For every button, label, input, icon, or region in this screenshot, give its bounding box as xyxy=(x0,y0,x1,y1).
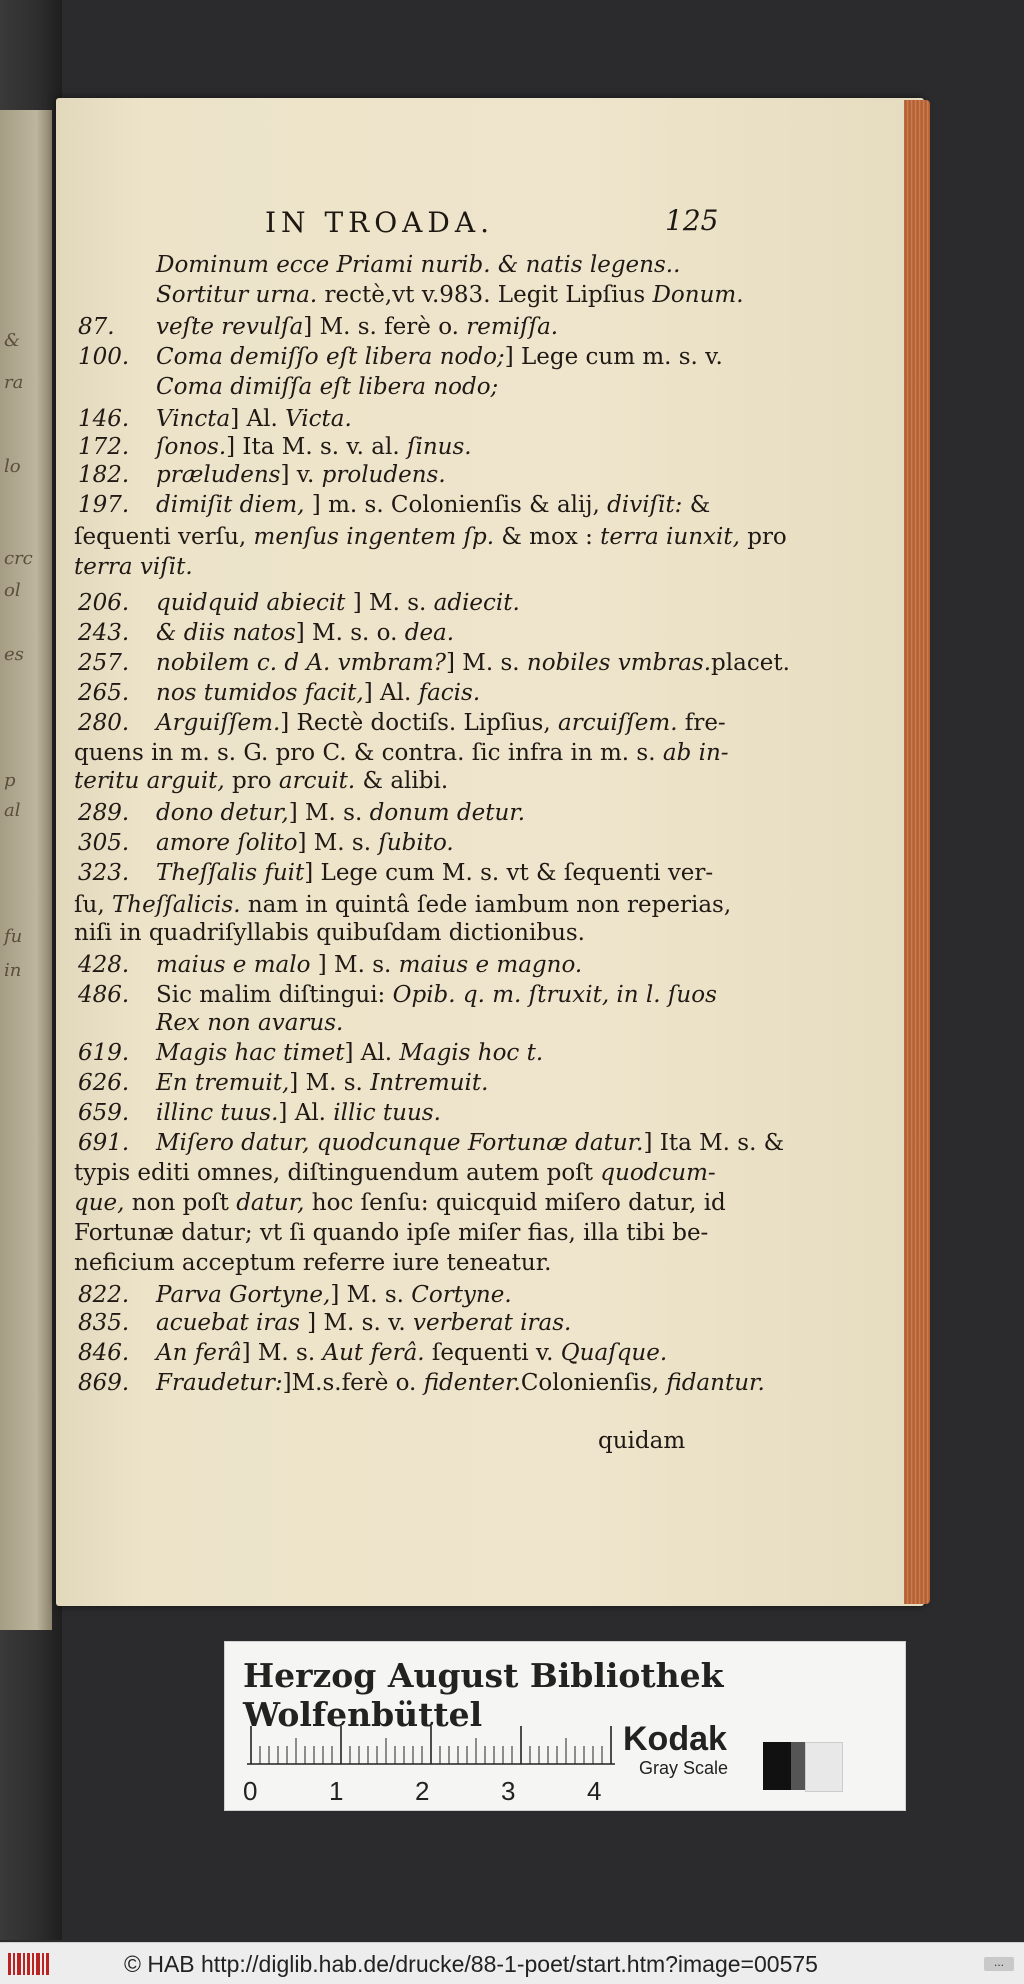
roman-text: nam in quintâ ſede iambum non reperias, xyxy=(240,892,732,918)
roman-text: ſequenti verſu, xyxy=(74,524,254,550)
italic-text: terra iunxit, xyxy=(600,524,740,550)
facing-page-fragment: al xyxy=(4,800,21,821)
facing-page-fragment: lo xyxy=(4,456,21,477)
italic-text: quodcum- xyxy=(600,1160,716,1186)
verse-number: 87. xyxy=(78,314,115,340)
verse-number: 265. xyxy=(78,680,130,706)
roman-text: ] M. s. xyxy=(241,1340,323,1366)
italic-text: præludens xyxy=(156,462,281,488)
italic-text: & diis natos xyxy=(156,620,296,646)
text-line xyxy=(74,552,193,582)
italic-text: proludens. xyxy=(321,462,446,488)
italic-text: Arguiſſem. xyxy=(156,710,281,736)
text-line xyxy=(74,1188,726,1218)
more-options-icon[interactable]: ... xyxy=(984,1957,1014,1971)
italic-text: maius e malo xyxy=(156,952,311,978)
italic-text: Rex non avarus. xyxy=(156,1010,344,1036)
verse-number: 280. xyxy=(78,710,130,736)
roman-text: non poſt xyxy=(124,1190,237,1216)
italic-text: Parva Gortyne, xyxy=(156,1282,331,1308)
roman-text: ] Ita M. s. & xyxy=(643,1130,785,1156)
roman-text: & xyxy=(682,492,711,518)
text-line xyxy=(78,490,710,520)
roman-text: quens in m. s. G. pro C. & contra. ſic infra in m. s. xyxy=(74,740,663,766)
text-line xyxy=(156,280,744,310)
italic-text: Donum. xyxy=(652,282,744,308)
italic-text: arcuiſſem. xyxy=(557,710,678,736)
verse-number: 835. xyxy=(78,1310,130,1336)
ruler-label: 4 xyxy=(587,1776,602,1806)
italic-text: amore ſolito xyxy=(156,830,298,856)
text-line xyxy=(78,648,790,678)
text-line xyxy=(78,404,352,434)
roman-text: Fortunæ datur; vt ſi quando ipſe miſer fias, illa tibi be- xyxy=(74,1220,709,1246)
roman-text: ] M. s. xyxy=(289,1070,371,1096)
footer-bar xyxy=(0,1942,1024,1984)
italic-text: datur, xyxy=(236,1190,305,1216)
facing-page-fragment: fu xyxy=(4,926,23,947)
italic-text: maius e magno. xyxy=(398,952,583,978)
italic-text: Theſſalicis. xyxy=(111,892,241,918)
italic-text: Theſſalis fuit xyxy=(156,860,305,886)
text-line xyxy=(74,1158,716,1188)
italic-text: donum detur. xyxy=(369,800,526,826)
verse-number: 822. xyxy=(78,1282,130,1308)
italic-text: Miſero datur, quodcunque Fortunæ datur. xyxy=(156,1130,644,1156)
footer-url[interactable]: © HAB http://diglib.hab.de/drucke/88-1-poet/start.htm?image=00575 xyxy=(124,1951,818,1977)
italic-text: ab in- xyxy=(662,740,729,766)
roman-text: ]M.s.ferè o. xyxy=(282,1370,424,1396)
italic-text: nos tumidos facit, xyxy=(156,680,364,706)
roman-text: pro xyxy=(739,524,787,550)
verse-number: 146. xyxy=(78,406,130,432)
card-title: Herzog August Bibliothek Wolfenbüttel xyxy=(243,1656,724,1734)
verse-number: 486. xyxy=(78,982,130,1008)
verse-number: 869. xyxy=(78,1370,130,1396)
ruler-label: 0 xyxy=(243,1776,258,1806)
text-line xyxy=(74,1248,551,1278)
italic-text: veſte revulſa xyxy=(156,314,304,340)
text-line xyxy=(78,980,717,1010)
italic-text: Dominum ecce Priami nurib. & natis legens.. xyxy=(156,252,681,278)
italic-text: que, xyxy=(74,1190,125,1216)
facing-page-fragment: p xyxy=(4,770,16,791)
italic-text: acuebat iras xyxy=(156,1310,300,1336)
italic-text: quidquid abiecit xyxy=(156,590,346,616)
text-line xyxy=(78,950,582,980)
text-line xyxy=(78,858,713,888)
roman-text: placet. xyxy=(711,650,790,676)
roman-text: rectè,vt v.983. Legit Lipſius xyxy=(317,282,653,308)
text-line xyxy=(78,312,558,342)
italic-text: verberat iras. xyxy=(412,1310,572,1336)
italic-text: ſubito. xyxy=(378,830,454,856)
verse-number: 206. xyxy=(78,590,130,616)
roman-text: ſequenti v. xyxy=(424,1340,561,1366)
red-page-edges xyxy=(904,100,930,1604)
italic-text: dea. xyxy=(404,620,455,646)
verse-number: 428. xyxy=(78,952,130,978)
verse-number: 182. xyxy=(78,462,130,488)
running-head: IN TROADA. xyxy=(265,206,494,239)
roman-text: ] M. s. xyxy=(445,650,527,676)
italic-text: ſinus. xyxy=(406,434,472,460)
barcode-logo-icon xyxy=(8,1951,50,1977)
italic-text: ſonos. xyxy=(156,434,227,460)
ruler-label: 2 xyxy=(415,1776,430,1806)
italic-text: menſus ingentem ſp. xyxy=(253,524,495,550)
text-line xyxy=(78,588,520,618)
italic-text: Coma demiſſo eſt libera nodo; xyxy=(156,344,505,370)
roman-text: neficium acceptum referre iure teneatur. xyxy=(74,1250,552,1276)
roman-text: ] Ita M. s. v. al. xyxy=(226,434,407,460)
text-line xyxy=(78,678,480,708)
roman-text: pro xyxy=(224,768,279,794)
ruler-scale xyxy=(247,1724,615,1768)
text-line xyxy=(78,1038,543,1068)
roman-text: ] M. s. xyxy=(288,800,370,826)
roman-text: & mox : xyxy=(494,524,601,550)
italic-text: An ferâ xyxy=(156,1340,242,1366)
text-line xyxy=(78,1280,512,1310)
roman-text: & alibi. xyxy=(355,768,449,794)
roman-text: Colonienſis, xyxy=(520,1370,667,1396)
roman-text: ] Al. xyxy=(363,680,419,706)
italic-text: illinc tuus. xyxy=(156,1100,279,1126)
facing-page-fragment: es xyxy=(4,644,24,665)
text-line xyxy=(78,432,472,462)
italic-text: dono detur, xyxy=(156,800,289,826)
roman-text: ] M. s. ferè o. xyxy=(303,314,467,340)
roman-text: ] M. s. xyxy=(345,590,434,616)
text-line xyxy=(78,1098,441,1128)
italic-text: teritu arguit, xyxy=(74,768,225,794)
italic-text: fidenter. xyxy=(423,1370,521,1396)
italic-text: diviſit: xyxy=(607,492,683,518)
text-line xyxy=(78,342,723,372)
verse-number: 305. xyxy=(78,830,130,856)
text-line xyxy=(74,522,787,552)
verse-number: 619. xyxy=(78,1040,130,1066)
facing-page-fragment: in xyxy=(4,960,22,981)
italic-text: dimiſit diem, xyxy=(156,492,305,518)
facing-page-fragment: ol xyxy=(4,580,21,601)
italic-text: fidantur. xyxy=(666,1370,765,1396)
text-line xyxy=(78,1068,488,1098)
roman-text: ] Rectè doctiſs. Lipſius, xyxy=(280,710,558,736)
roman-text: ] M. s. xyxy=(297,830,379,856)
text-line xyxy=(78,618,454,648)
roman-text: Sic malim diſtingui: xyxy=(156,982,393,1008)
italic-text: Victa. xyxy=(285,406,352,432)
roman-text: ] v. xyxy=(280,462,322,488)
facing-page-fragment: crc xyxy=(4,548,33,569)
roman-text: ] Lege cum m. s. v. xyxy=(504,344,723,370)
italic-text: Aut ferâ. xyxy=(322,1340,425,1366)
catchword: quidam xyxy=(598,1428,686,1454)
italic-text: Sortitur urna. xyxy=(156,282,318,308)
color-reference-card xyxy=(224,1641,906,1811)
roman-text: ] M. s. o. xyxy=(295,620,405,646)
roman-text: ſu, xyxy=(74,892,112,918)
text-line xyxy=(74,1218,708,1248)
verse-number: 289. xyxy=(78,800,130,826)
italic-text: Magis hoc t. xyxy=(399,1040,544,1066)
italic-text: nobilem c. d A. vmbram? xyxy=(156,650,446,676)
verse-number: 243. xyxy=(78,620,130,646)
text-line xyxy=(78,1338,667,1368)
italic-text: nobiles vmbras. xyxy=(526,650,712,676)
roman-text: typis editi omnes, diſtinguendum autem poſt xyxy=(74,1160,601,1186)
gray-swatch-black xyxy=(763,1742,791,1790)
verse-number: 172. xyxy=(78,434,130,460)
roman-text: niſi in quadriſyllabis quibuſdam dictionibus. xyxy=(74,920,585,946)
text-line xyxy=(78,1128,784,1158)
italic-text: Fraudetur: xyxy=(156,1370,283,1396)
italic-text: En tremuit, xyxy=(156,1070,290,1096)
italic-text: Cortyne. xyxy=(411,1282,512,1308)
roman-text: ] M. s. xyxy=(330,1282,412,1308)
roman-text: ] M. s. v. xyxy=(299,1310,413,1336)
text-line xyxy=(78,828,454,858)
text-line xyxy=(74,766,448,796)
italic-text: Quaſque. xyxy=(560,1340,668,1366)
text-line xyxy=(156,250,680,280)
italic-text: Opib. q. m. ſtruxit, in l. ſuos xyxy=(392,982,717,1008)
italic-text: illic tuus. xyxy=(333,1100,441,1126)
italic-text: arcuit. xyxy=(278,768,356,794)
text-line xyxy=(74,890,731,920)
text-line xyxy=(156,1008,343,1038)
italic-text: terra viſit. xyxy=(74,554,193,580)
verse-number: 257. xyxy=(78,650,130,676)
verse-number: 323. xyxy=(78,860,130,886)
roman-text: hoc ſenſu: quicquid miſero datur, id xyxy=(304,1190,726,1216)
verse-number: 100. xyxy=(78,344,130,370)
kodak-logo: Kodak xyxy=(623,1720,727,1758)
gray-scale-label: Gray Scale xyxy=(639,1758,729,1778)
text-line xyxy=(156,372,498,402)
text-line xyxy=(74,918,585,948)
text-line xyxy=(78,798,525,828)
ruler-label: 3 xyxy=(501,1776,516,1806)
verse-number: 846. xyxy=(78,1340,130,1366)
roman-text: ] Lege cum M. s. vt & ſequenti ver- xyxy=(304,860,714,886)
gray-swatch-light xyxy=(805,1742,843,1792)
text-line xyxy=(78,1368,765,1398)
facing-page-fragment: ra xyxy=(4,372,24,393)
text-line xyxy=(78,708,726,738)
facing-page-fragment: & xyxy=(4,330,21,351)
gray-swatch-mid xyxy=(791,1742,805,1790)
verse-number: 691. xyxy=(78,1130,130,1156)
roman-text: ] Al. xyxy=(344,1040,400,1066)
italic-text: Vincta xyxy=(156,406,231,432)
ruler-label: 1 xyxy=(329,1776,344,1806)
roman-text: ] M. s. xyxy=(310,952,399,978)
roman-text: ] Al. xyxy=(278,1100,334,1126)
roman-text: ] m. s. Colonienſis & alij, xyxy=(304,492,608,518)
italic-text: Magis hac timet xyxy=(156,1040,345,1066)
italic-text: Coma dimiſſa eſt libera nodo; xyxy=(156,374,499,400)
italic-text: adiecit. xyxy=(433,590,520,616)
text-line xyxy=(74,738,729,768)
italic-text: remiſſa. xyxy=(466,314,559,340)
verse-number: 626. xyxy=(78,1070,130,1096)
italic-text: facis. xyxy=(418,680,481,706)
page-number: 125 xyxy=(665,204,719,237)
text-line xyxy=(78,1308,571,1338)
italic-text: Intremuit. xyxy=(370,1070,489,1096)
roman-text: ] Al. xyxy=(230,406,286,432)
text-line xyxy=(78,460,446,490)
verse-number: 197. xyxy=(78,492,130,518)
verse-number: 659. xyxy=(78,1100,130,1126)
roman-text: fre- xyxy=(677,710,726,736)
